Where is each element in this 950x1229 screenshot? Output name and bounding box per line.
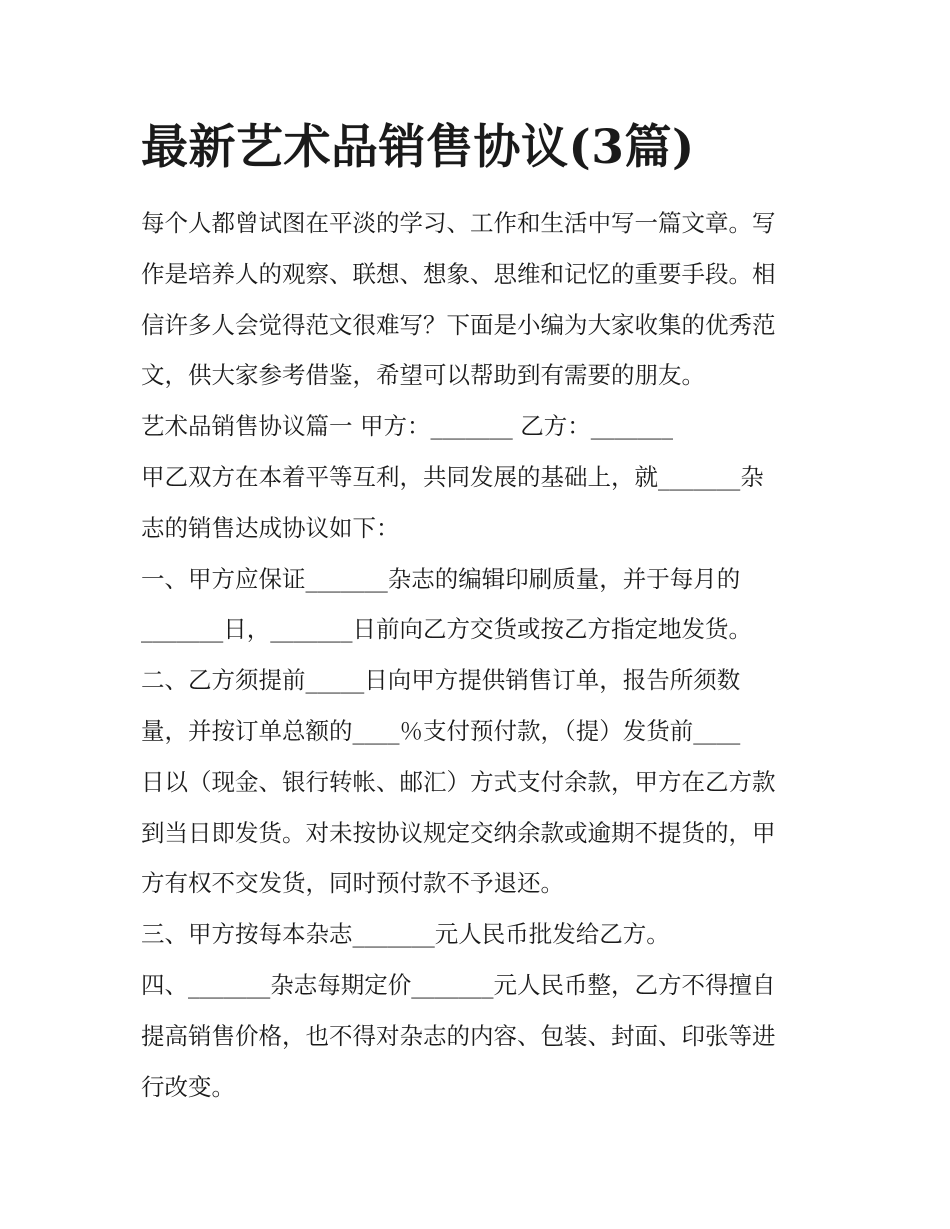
text-line-16: 四、_______杂志每期定价_______元人民币整，乙方不得擅自 [141, 970, 776, 999]
text-line-17: 提高销售价格，也不得对杂志的内容、包装、封面、印张等进 [141, 1021, 776, 1050]
text-line-3: 信许多人会觉得范文很难写？下面是小编为大家收集的优秀范 [141, 310, 776, 339]
text-line-4: 文，供大家参考借鉴，希望可以帮助到有需要的朋友。 [141, 361, 705, 390]
text-line-6: 甲乙双方在本着平等互利，共同发展的基础上，就_______杂 [141, 462, 764, 491]
text-line-7: 志的销售达成协议如下： [141, 513, 400, 542]
text-line-12: 日以（现金、银行转帐、邮汇）方式支付余款，甲方在乙方款 [141, 767, 776, 796]
text-line-8: 一、甲方应保证_______杂志的编辑印刷质量，并于每月的 [141, 564, 741, 593]
text-line-15: 三、甲方按每本杂志_______元人民币批发给乙方。 [141, 920, 670, 949]
text-line-1: 每个人都曾试图在平淡的学习、工作和生活中写一篇文章。写 [141, 209, 776, 237]
text-line-9: _______日，_______日前向乙方交货或按乙方指定地发货。 [141, 615, 752, 644]
text-line-14: 方有权不交发货，同时预付款不予退还。 [141, 869, 564, 898]
text-line-11: 量，并按订单总额的____％支付预付款，（提）发货前____ [141, 716, 741, 745]
text-line-2: 作是培养人的观察、联想、想象、思维和记忆的重要手段。相 [141, 259, 776, 288]
text-line-18: 行改变。 [141, 1072, 235, 1101]
text-line-13: 到当日即发货。对未按协议规定交纳余款或逾期不提货的，甲 [141, 818, 776, 847]
document-body [141, 198, 821, 1112]
text-line-5: 艺术品销售协议篇一 甲方：_______ 乙方：_______ [141, 412, 673, 441]
text-line-10: 二、乙方须提前_____日向甲方提供销售订单，报告所须数 [141, 666, 741, 695]
document-title: 最新艺术品销售协议(3篇) [141, 120, 695, 175]
